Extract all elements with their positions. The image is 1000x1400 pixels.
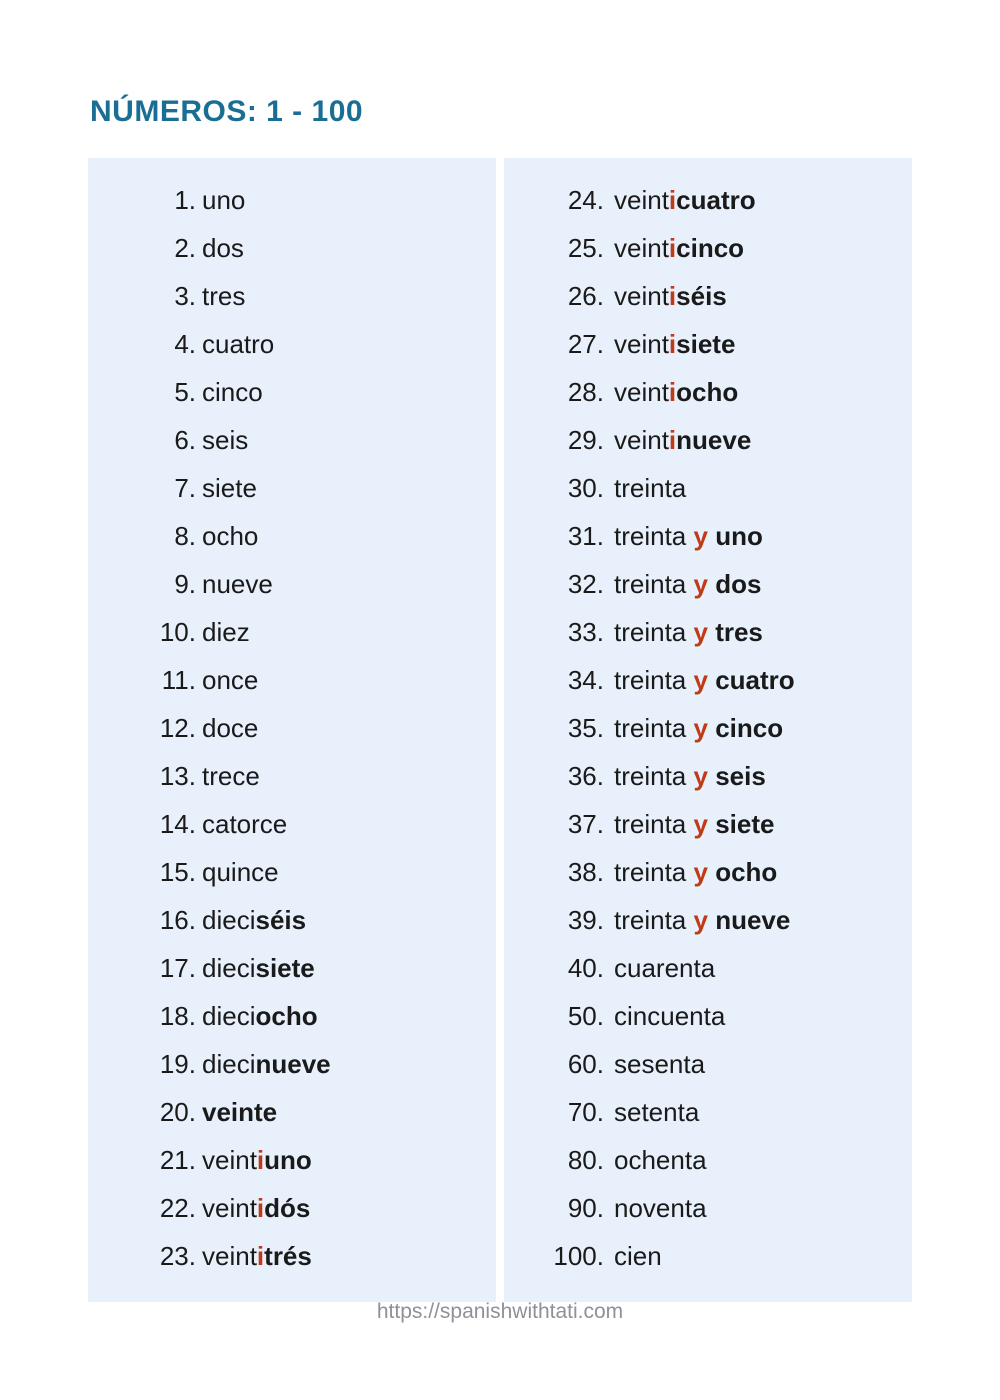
word-plain: catorce [202, 809, 288, 839]
list-item-word [604, 1136, 707, 1184]
list-item-word [198, 1040, 331, 1088]
list-item-number: 25. [567, 233, 604, 263]
word-prefix: treinta [614, 761, 694, 791]
word-plain: uno [202, 185, 246, 215]
word-suffix: siete [255, 953, 315, 983]
list-item [88, 896, 496, 944]
list-item-word [198, 560, 273, 608]
list-item-number: 90. [567, 1193, 604, 1223]
list-item-number: 70. [567, 1097, 604, 1127]
word-plain: nueve [202, 569, 273, 599]
list-item-number: 32. [567, 569, 604, 599]
list-item-number: 23. [159, 1241, 196, 1271]
word-prefix: dieci [202, 1049, 256, 1079]
word-suffix: ocho [676, 377, 739, 407]
word-prefix: treinta [614, 521, 694, 551]
word-highlight: i [668, 185, 677, 215]
list-item-word [198, 608, 250, 656]
list-item-number: 13. [159, 761, 196, 791]
word-plain: noventa [614, 1193, 707, 1223]
word-plain: cien [614, 1241, 662, 1271]
list-item [504, 608, 912, 656]
word-suffix: nueve [255, 1049, 331, 1079]
list-item [504, 512, 912, 560]
list-item-word [198, 992, 318, 1040]
list-item-word [604, 320, 735, 368]
word-plain: ocho [202, 521, 259, 551]
list-item-number: 28. [567, 377, 604, 407]
list-item-word [604, 992, 725, 1040]
list-item [88, 848, 496, 896]
number-list-columns [88, 158, 912, 1302]
word-prefix: veint [614, 329, 669, 359]
list-item [88, 320, 496, 368]
word-plain: dos [202, 233, 244, 263]
list-item-word [198, 1088, 277, 1136]
list-item [504, 272, 912, 320]
list-item-number: 35. [567, 713, 604, 743]
list-item [88, 656, 496, 704]
word-suffix: tres [707, 617, 763, 647]
list-item [504, 464, 912, 512]
list-item [504, 176, 912, 224]
list-item-number: 10. [159, 617, 196, 647]
list-item [88, 944, 496, 992]
word-prefix: dieci [202, 905, 256, 935]
word-plain: siete [202, 473, 257, 503]
word-suffix: dos [707, 569, 762, 599]
list-item-number: 1. [174, 185, 196, 215]
list-item-number: 31. [567, 521, 604, 551]
list-item-number: 33. [567, 617, 604, 647]
word-plain: treinta [614, 473, 687, 503]
word-prefix: veint [614, 425, 669, 455]
source-url: https://spanishwithtati.com [376, 1300, 624, 1323]
word-plain: quince [202, 857, 279, 887]
list-item-word [604, 176, 756, 224]
list-item [88, 416, 496, 464]
list-item-number: 24. [567, 185, 604, 215]
list-item [88, 1088, 496, 1136]
list-item-number: 17. [159, 953, 196, 983]
word-prefix: dieci [202, 1001, 256, 1031]
list-item [504, 1088, 912, 1136]
list-item [88, 368, 496, 416]
word-prefix: treinta [614, 857, 694, 887]
list-item-word [604, 224, 744, 272]
word-highlight: i [668, 329, 677, 359]
list-item [88, 704, 496, 752]
list-item-number: 3. [174, 281, 196, 311]
list-item-word [604, 800, 774, 848]
list-item-word [198, 1184, 310, 1232]
list-item [504, 896, 912, 944]
word-prefix: treinta [614, 569, 694, 599]
list-item-word [604, 608, 763, 656]
list-item-number: 5. [174, 377, 196, 407]
list-item-word [604, 848, 777, 896]
word-suffix: cinco [676, 233, 745, 263]
list-item-number: 29. [567, 425, 604, 455]
list-item-word [604, 560, 761, 608]
word-plain: sesenta [614, 1049, 706, 1079]
list-item-word [198, 704, 258, 752]
word-highlight: i [668, 377, 677, 407]
list-item [504, 656, 912, 704]
list-item-word [198, 752, 260, 800]
word-suffix: seis [707, 761, 766, 791]
list-item-number: 37. [567, 809, 604, 839]
list-item-word [198, 848, 279, 896]
word-plain: cuarenta [614, 953, 716, 983]
word-highlight: y [693, 761, 708, 791]
word-prefix: treinta [614, 617, 694, 647]
word-plain: diez [202, 617, 250, 647]
list-item-word [604, 1040, 705, 1088]
word-highlight: i [668, 281, 677, 311]
list-item-word [198, 1232, 312, 1280]
list-item [88, 1232, 496, 1280]
list-item [504, 1136, 912, 1184]
word-suffix: ocho [255, 1001, 318, 1031]
word-suffix: séis [255, 905, 307, 935]
word-prefix: treinta [614, 665, 694, 695]
list-item-number: 19. [159, 1049, 196, 1079]
list-item-word [198, 512, 258, 560]
list-item-number: 80. [567, 1145, 604, 1175]
page-title: NÚMEROS: 1 - 100 [90, 95, 364, 128]
word-suffix: veinte [202, 1097, 278, 1127]
list-item [88, 560, 496, 608]
list-item [88, 992, 496, 1040]
list-item-word [604, 1232, 662, 1280]
word-prefix: veint [614, 281, 669, 311]
list-item-word [198, 1136, 312, 1184]
word-highlight: y [693, 665, 708, 695]
word-suffix: trés [264, 1241, 312, 1271]
word-prefix: veint [614, 233, 669, 263]
list-item-number: 4. [174, 329, 196, 359]
list-item-number: 60. [567, 1049, 604, 1079]
list-item-number: 18. [159, 1001, 196, 1031]
list-item-number: 50. [567, 1001, 604, 1031]
word-highlight: y [693, 713, 708, 743]
list-item-word [604, 368, 738, 416]
word-suffix: uno [707, 521, 763, 551]
list-item-number: 26. [567, 281, 604, 311]
list-item-word [604, 1184, 707, 1232]
list-item-number: 8. [174, 521, 196, 551]
number-column-right [504, 158, 912, 1302]
list-item-number: 6. [174, 425, 196, 455]
word-plain: ochenta [614, 1145, 707, 1175]
list-item [504, 1040, 912, 1088]
list-item [88, 1040, 496, 1088]
list-item-word [604, 416, 751, 464]
list-item-word [198, 176, 245, 224]
list-item-number: 38. [567, 857, 604, 887]
word-prefix: treinta [614, 713, 694, 743]
list-item-word [604, 512, 763, 560]
word-prefix: veint [614, 185, 669, 215]
list-item-number: 34. [567, 665, 604, 695]
word-suffix: séis [676, 281, 727, 311]
list-item [88, 512, 496, 560]
word-suffix: dós [264, 1193, 311, 1223]
list-item-word [198, 896, 306, 944]
list-item [504, 560, 912, 608]
list-item [88, 1136, 496, 1184]
list-item-word [198, 464, 257, 512]
list-item [504, 224, 912, 272]
list-item [504, 800, 912, 848]
list-item [88, 800, 496, 848]
list-item [504, 320, 912, 368]
list-item-number: 21. [159, 1145, 196, 1175]
list-item [504, 992, 912, 1040]
word-plain: cuatro [202, 329, 275, 359]
list-item [504, 704, 912, 752]
word-suffix: uno [264, 1145, 312, 1175]
list-item-word [604, 704, 783, 752]
list-item-number: 11. [161, 665, 196, 695]
list-item-number: 7. [174, 473, 196, 503]
list-item-word [604, 656, 795, 704]
word-suffix: nueve [676, 425, 752, 455]
list-item-number: 36. [567, 761, 604, 791]
word-plain: setenta [614, 1097, 700, 1127]
list-item-word [198, 656, 258, 704]
list-item [504, 944, 912, 992]
list-item [504, 416, 912, 464]
word-highlight: y [693, 617, 708, 647]
list-item [88, 176, 496, 224]
list-item-number: 27. [567, 329, 604, 359]
list-item-number: 9. [174, 569, 196, 599]
list-item-word [198, 944, 315, 992]
word-suffix: siete [676, 329, 736, 359]
list-item-word [604, 752, 766, 800]
word-highlight: y [693, 521, 708, 551]
word-highlight: i [668, 233, 677, 263]
word-prefix: treinta [614, 809, 694, 839]
list-item-number: 16. [159, 905, 196, 935]
word-highlight: i [256, 1241, 265, 1271]
word-suffix: cuatro [707, 665, 795, 695]
list-item-number: 22. [159, 1193, 196, 1223]
list-item-number: 2. [174, 233, 196, 263]
word-prefix: veint [202, 1145, 257, 1175]
list-item-number: 30. [567, 473, 604, 503]
list-item [504, 1184, 912, 1232]
list-item [88, 224, 496, 272]
list-item-word [198, 272, 245, 320]
word-plain: trece [202, 761, 260, 791]
list-item-number: 14. [159, 809, 196, 839]
word-plain: cincuenta [614, 1001, 726, 1031]
word-highlight: i [668, 425, 677, 455]
list-item [504, 368, 912, 416]
word-highlight: y [693, 857, 708, 887]
word-suffix: cuatro [676, 185, 756, 215]
word-prefix: veint [202, 1241, 257, 1271]
list-item-word [604, 896, 790, 944]
word-plain: doce [202, 713, 259, 743]
list-item-number: 40. [567, 953, 604, 983]
word-highlight: y [693, 569, 708, 599]
word-suffix: siete [707, 809, 775, 839]
list-item [504, 1232, 912, 1280]
list-item-number: 15. [159, 857, 196, 887]
list-item [88, 608, 496, 656]
list-item [88, 752, 496, 800]
list-item-word [198, 416, 248, 464]
list-item-word [604, 272, 727, 320]
list-item-word [198, 800, 287, 848]
list-item [88, 464, 496, 512]
list-item-number: 20. [159, 1097, 196, 1127]
list-item-word [604, 464, 686, 512]
list-item-word [198, 368, 263, 416]
word-highlight: i [256, 1193, 265, 1223]
list-item [504, 752, 912, 800]
word-prefix: veint [202, 1193, 257, 1223]
list-item-word [198, 320, 274, 368]
word-suffix: ocho [707, 857, 778, 887]
word-suffix: cinco [707, 713, 784, 743]
list-item [504, 848, 912, 896]
word-prefix: dieci [202, 953, 256, 983]
word-highlight: y [693, 809, 708, 839]
word-suffix: nueve [707, 905, 791, 935]
list-item-word [198, 224, 244, 272]
word-plain: seis [202, 425, 249, 455]
word-plain: cinco [202, 377, 263, 407]
list-item-word [604, 944, 715, 992]
word-plain: once [202, 665, 259, 695]
word-prefix: treinta [614, 905, 694, 935]
list-item-word [604, 1088, 699, 1136]
word-highlight: i [256, 1145, 265, 1175]
word-prefix: veint [614, 377, 669, 407]
word-highlight: y [693, 905, 708, 935]
list-item-number: 39. [567, 905, 604, 935]
list-item-number: 12. [159, 713, 196, 743]
number-column-left [88, 158, 496, 1302]
list-item [88, 1184, 496, 1232]
list-item-number: 100. [553, 1241, 604, 1271]
list-item [88, 272, 496, 320]
word-plain: tres [202, 281, 246, 311]
